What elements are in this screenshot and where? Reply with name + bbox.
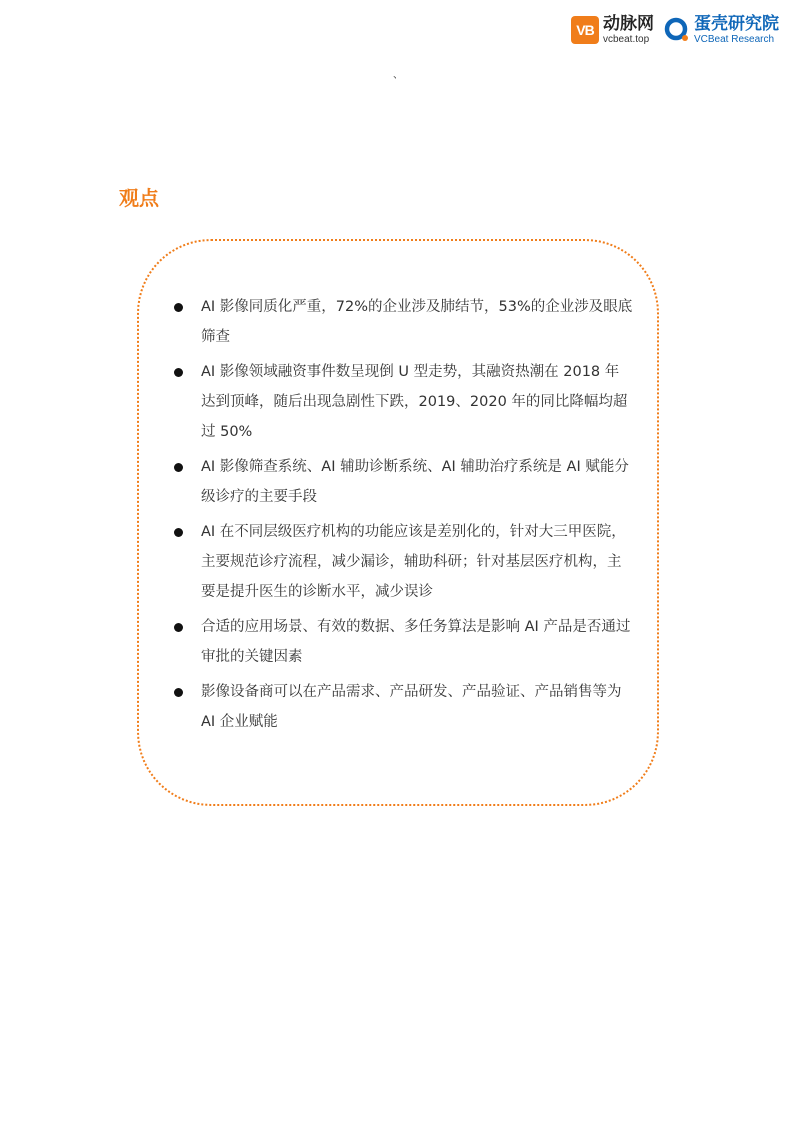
stray-mark: 、 bbox=[393, 70, 403, 81]
vcbeat-brand-name: 动脉网 bbox=[603, 13, 654, 34]
list-item-text: AI 影像筛查系统、AI 辅助诊断系统、AI 辅助治疗系统是 AI 赋能分级诊疗的主要手段 bbox=[201, 459, 629, 505]
bullet-dot-icon bbox=[174, 368, 183, 377]
page-header bbox=[571, 12, 779, 48]
list-item-text: AI 影像同质化严重，72%的企业涉及肺结节，53%的企业涉及眼底筛查 bbox=[201, 299, 633, 345]
bullet-dot-icon bbox=[174, 623, 183, 632]
eggshell-logo-icon bbox=[664, 17, 690, 43]
section-title: 观点 bbox=[119, 186, 159, 210]
list-item bbox=[173, 292, 633, 352]
research-brand-name: 蛋壳研究院 bbox=[694, 13, 779, 34]
research-brand-sub: VCBeat Research bbox=[694, 33, 775, 45]
bullet-dot-icon bbox=[174, 688, 183, 697]
list-item bbox=[173, 677, 633, 737]
list-item bbox=[173, 357, 633, 447]
vcbeat-brand-url: vcbeat.top bbox=[603, 33, 650, 45]
list-item bbox=[173, 452, 633, 512]
list-item bbox=[173, 517, 633, 607]
vcbeat-logo-icon: VB bbox=[571, 16, 599, 44]
vcbeat-brand bbox=[571, 13, 654, 45]
viewpoint-list bbox=[173, 292, 633, 742]
list-item-text: 影像设备商可以在产品需求、产品研发、产品验证、产品销售等为 AI 企业赋能 bbox=[201, 684, 622, 730]
bullet-dot-icon bbox=[174, 463, 183, 472]
list-item-text: 合适的应用场景、有效的数据、多任务算法是影响 AI 产品是否通过审批的关键因素 bbox=[201, 619, 631, 665]
vcbeat-research-brand bbox=[654, 13, 779, 45]
list-item-text: AI 影像领域融资事件数呈现倒 U 型走势，其融资热潮在 2018 年达到顶峰，随后出现急剧性下跌，2019、2020 年的同比降幅均超过 50% bbox=[201, 364, 628, 440]
list-item bbox=[173, 612, 633, 672]
bullet-dot-icon bbox=[174, 303, 183, 312]
list-item-text: AI 在不同层级医疗机构的功能应该是差别化的，针对大三甲医院，主要规范诊疗流程，减少漏诊，辅助科研；针对基层医疗机构，主要是提升医生的诊断水平，减少误诊 bbox=[201, 524, 626, 600]
bullet-dot-icon bbox=[174, 528, 183, 537]
